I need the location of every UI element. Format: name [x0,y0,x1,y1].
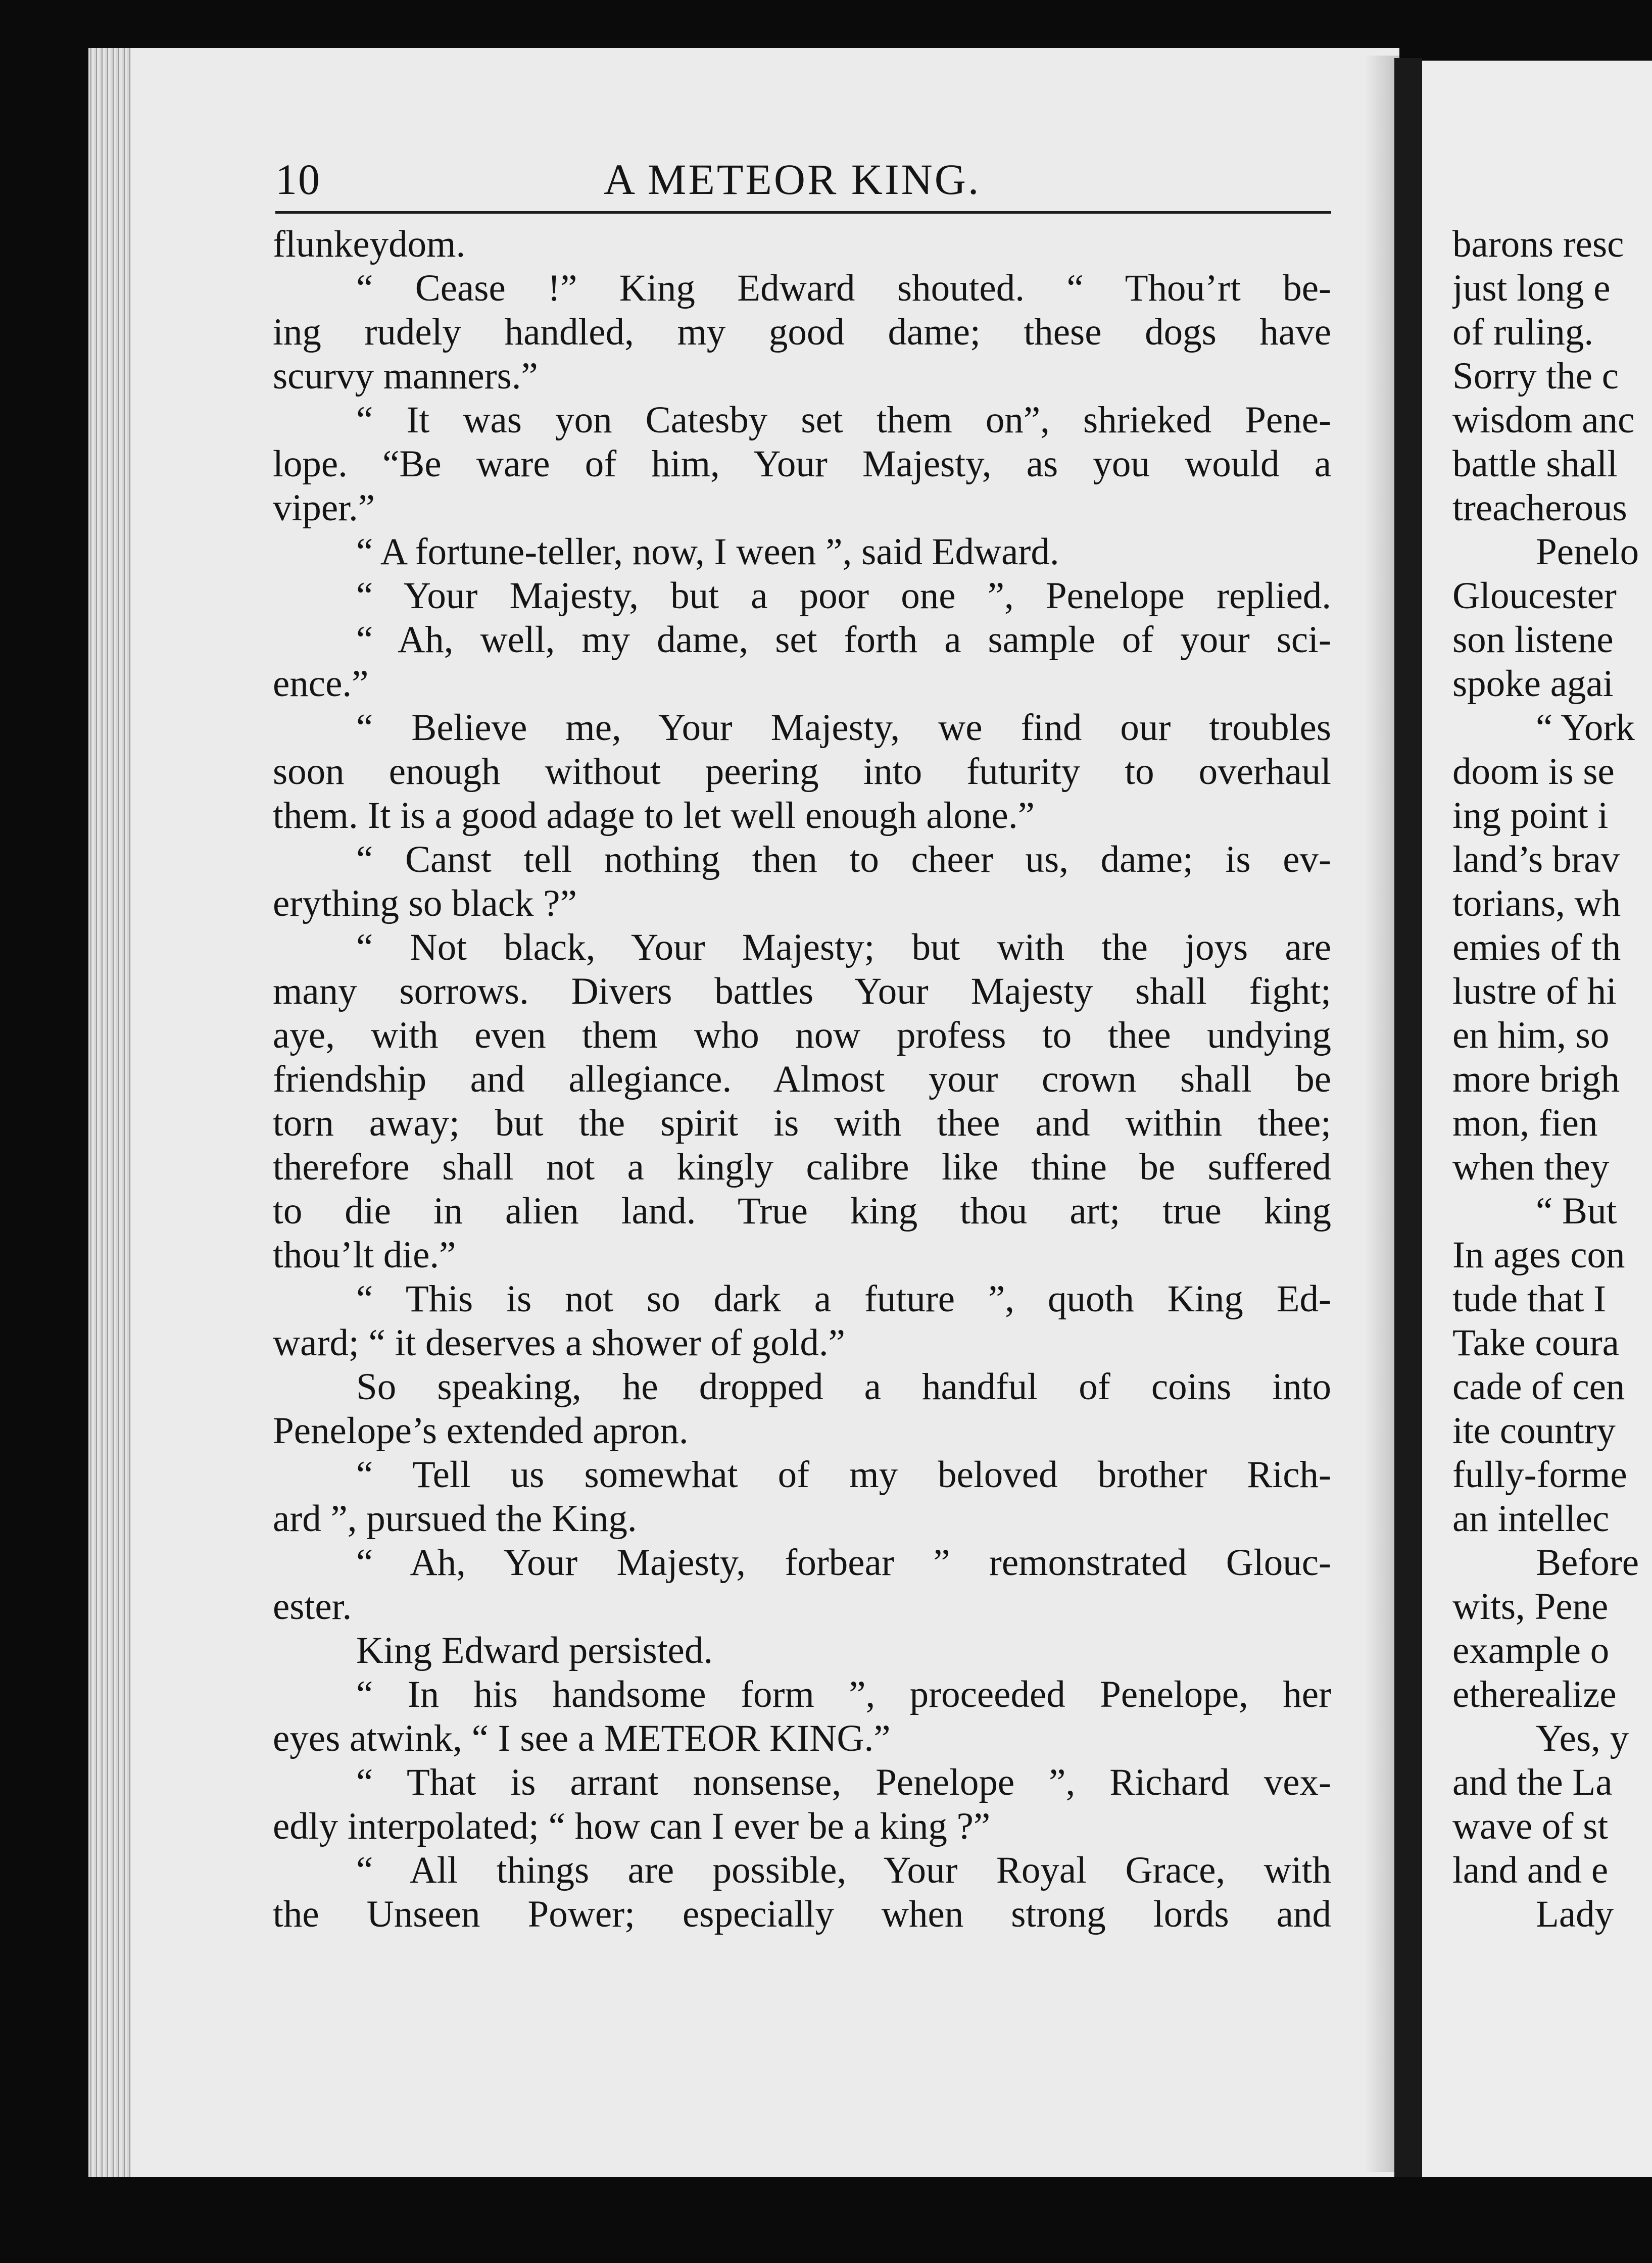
text-line: tude that I [1452,1278,1607,1320]
text-line: ward; “ it deserves a shower of gold.” [273,1322,845,1364]
text-line: Take coura [1452,1322,1619,1364]
text-line: ite country [1452,1410,1616,1452]
page-number: 10 [275,155,321,204]
text-line: wisdom anc [1452,399,1635,441]
text-line: more brigh [1452,1058,1620,1100]
text-line: wits, Pene [1452,1586,1609,1628]
text-line: land’s brav [1452,839,1620,880]
text-line: ester. [273,1586,352,1628]
text-line: Penelope’s extended apron. [273,1410,689,1452]
text-line: son listene [1452,619,1614,661]
text-line: therefore shall not a kingly calibre like thine be suffered [273,1146,1331,1188]
text-line: ing rudely handled, my good dame; these dogs have [273,311,1331,353]
text-line: “ That is arrant nonsense, Penelope ”, Richard vex- [356,1761,1331,1803]
text-line: flunkeydom. [273,223,466,265]
text-line: Gloucester [1452,575,1617,617]
text-line: when they [1452,1146,1610,1188]
text-line: battle shall [1452,443,1618,485]
text-line: torn away; but the spirit is with thee and within thee; [273,1102,1331,1144]
left-page-text [273,222,1331,1936]
text-line: etherealize [1452,1674,1617,1715]
text-line: Before [1536,1542,1639,1584]
text-line: friendship and allegiance. Almost your crown shall be [273,1058,1331,1100]
page-header [275,146,1331,212]
text-line: “ York [1536,707,1635,749]
text-line: torians, wh [1452,882,1621,924]
text-line: and the La [1452,1761,1613,1803]
header-rule [275,211,1331,214]
text-line: land and e [1452,1849,1609,1891]
text-line: ing point i [1452,795,1609,837]
text-line: ence.” [273,663,369,705]
text-line: Yes, y [1536,1717,1629,1759]
text-line: “ All things are possible, Your Royal Grace, with [356,1849,1331,1891]
running-title: A METEOR KING. [604,155,981,204]
text-line: treacherous [1452,487,1627,529]
text-line: So speaking, he dropped a handful of coins into [356,1366,1331,1408]
text-line: fully-forme [1452,1454,1627,1496]
text-line: thou’lt die.” [273,1234,456,1276]
text-line: “ Canst tell nothing then to cheer us, dame; is ev- [356,839,1331,880]
text-line: “ A fortune-teller, now, I ween ”, said Edward. [356,531,1059,573]
text-line: spoke agai [1452,663,1614,705]
text-line: scurvy manners.” [273,355,538,397]
text-line: just long e [1452,267,1611,309]
text-line: example o [1452,1630,1610,1671]
text-line: erything so black ?” [273,882,577,924]
text-line: of ruling. [1452,311,1594,353]
text-line: lope. “Be ware of him, Your Majesty, as you would a [273,443,1331,485]
text-line: lustre of hi [1452,970,1617,1012]
text-line: emies of th [1452,926,1621,968]
text-line: doom is se [1452,751,1615,793]
text-line: “ Cease !” King Edward shouted. “ Thou’rt be- [356,267,1331,309]
text-line: eyes atwink, “ I see a METEOR KING.” [273,1717,891,1759]
text-line: many sorrows. Divers battles Your Majesty shall fight; [273,970,1331,1012]
text-line: ard ”, pursued the King. [273,1498,637,1540]
text-line: “ Not black, Your Majesty; but with the joys are [356,926,1331,968]
text-line: mon, fien [1452,1102,1598,1144]
text-line: cade of cen [1452,1366,1625,1408]
text-line: Sorry the c [1452,355,1619,397]
text-line: “ This is not so dark a future ”, quoth King Ed- [356,1278,1331,1320]
text-line: Lady [1536,1893,1614,1935]
page-edges [88,48,131,2177]
text-line: Penelo [1536,531,1639,573]
text-line: viper.” [273,487,375,529]
text-line: the Unseen Power; especially when strong lords and [273,1893,1331,1935]
text-line: an intellec [1452,1498,1610,1540]
right-page-text [1452,222,1652,1936]
text-line: “ But [1536,1190,1617,1232]
text-line: to die in alien land. True king thou art; true king [273,1190,1331,1232]
text-line: King Edward persisted. [356,1630,713,1671]
text-line: In ages con [1452,1234,1625,1276]
text-line: wave of st [1452,1805,1609,1847]
text-line: “ Your Majesty, but a poor one ”, Penelope replied. [356,575,1331,617]
text-line: barons resc [1452,223,1624,265]
text-line: “ Tell us somewhat of my beloved brother Rich- [356,1454,1331,1496]
text-line: “ Ah, well, my dame, set forth a sample of your sci- [356,619,1331,661]
text-line: soon enough without peering into futurity to overhaul [273,751,1331,793]
book-gutter [1394,58,1422,2177]
text-line: en him, so [1452,1014,1610,1056]
text-line: them. It is a good adage to let well enough alone.” [273,795,1035,837]
text-line: “ Ah, Your Majesty, forbear ” remonstrated Glouc- [356,1542,1331,1584]
text-line: “ Believe me, Your Majesty, we find our troubles [356,707,1331,749]
text-line: aye, with even them who now profess to thee undying [273,1014,1331,1056]
text-line: edly interpolated; “ how can I ever be a king ?” [273,1805,991,1847]
text-line: “ It was yon Catesby set them on”, shrieked Pene- [356,399,1331,441]
text-line: “ In his handsome form ”, proceeded Penelope, her [356,1674,1331,1715]
